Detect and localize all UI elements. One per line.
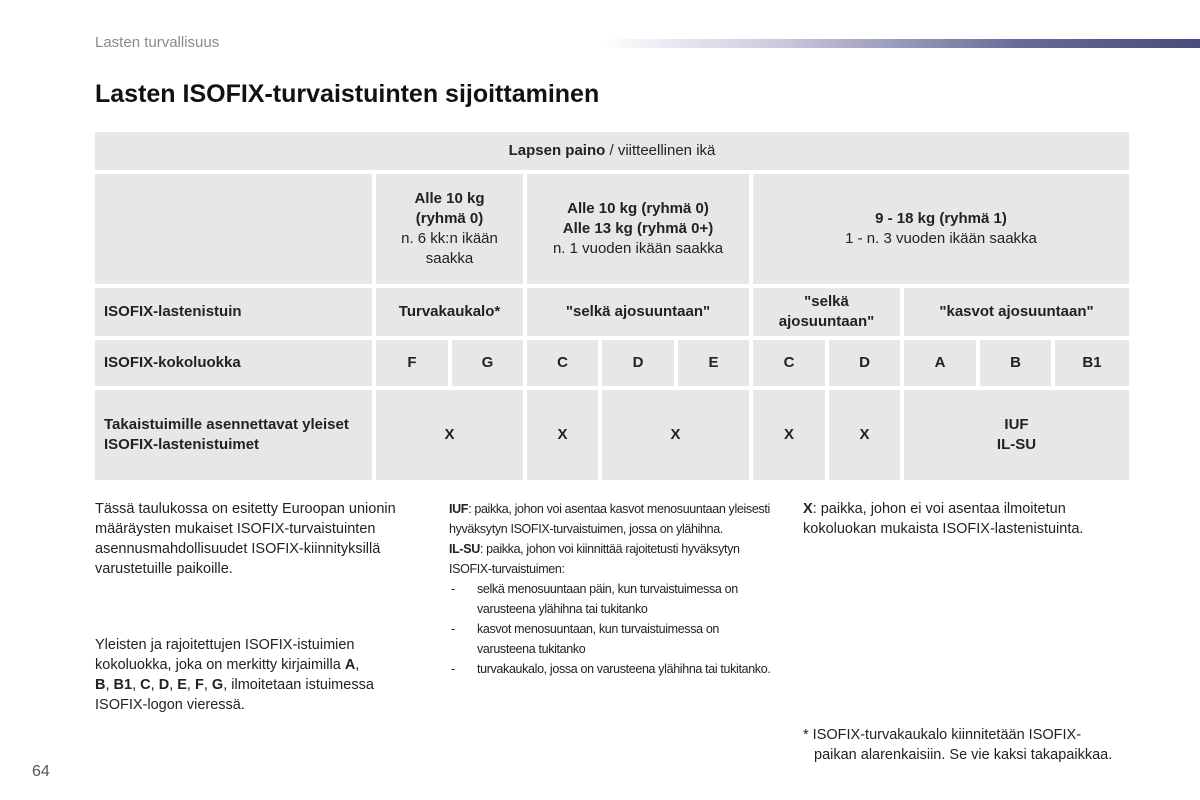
group-0-header <box>376 174 523 284</box>
ilsu-line: ISOFIX-turvaistuimen: <box>449 562 565 576</box>
iuf-term: IUF <box>449 502 469 516</box>
row-label-rear-seats <box>95 390 372 480</box>
size-class-cell: A <box>904 340 976 386</box>
rear-value-cell: X <box>829 390 900 480</box>
rear-value-forward-cell <box>904 390 1129 480</box>
group-0plus-age: n. 1 vuoden ikään saakka <box>552 240 724 257</box>
seat-type-carrycot: Turvakaukalo* <box>376 288 523 336</box>
size-class-cell: B1 <box>1055 340 1129 386</box>
letter-a: A <box>344 657 356 673</box>
footnote-line: paikan alarenkaisiin. Se vie kaksi takapaikkaa. <box>814 747 1113 763</box>
letter-b: B <box>95 677 106 693</box>
letter-f: F <box>194 677 204 693</box>
size-class-line: B, B1, C, D, E, F, G, ilmoitetaan istuimessa <box>95 677 374 693</box>
rear-value-cell: X <box>527 390 598 480</box>
table-top-header <box>95 132 1129 170</box>
group-0-name: (ryhmä 0) <box>415 210 484 227</box>
iuf-line: IUF: paikka, johon voi asentaa kasvot menosuuntaan yleisesti <box>449 502 770 516</box>
iuf-line: hyväksytyn ISOFIX-turvaistuimen, jossa on ylähihna. <box>449 522 723 536</box>
letter-b1: B1 <box>113 677 133 693</box>
bullet-item: - selkä menosuuntaan päin, kun turvaistuimessa on varusteena ylähihna tai tukitanko <box>451 582 738 616</box>
intro-line: Tässä taulukossa on esitetty Euroopan unionin <box>95 501 396 517</box>
footnote <box>803 725 1163 765</box>
legend-middle <box>449 499 794 679</box>
group-1-header <box>753 174 1129 284</box>
rear-value-cell: X <box>602 390 749 480</box>
ilsu-line: IL-SU: paikka, johon voi kiinnittää rajoitetusti hyväksytyn <box>449 542 740 556</box>
size-class-cell: C <box>753 340 825 386</box>
size-class-cell: G <box>452 340 523 386</box>
weight-label: Lapsen paino <box>508 142 606 159</box>
row-label-rear-seats-line1: Takaistuimille asennettavat yleiset <box>104 416 349 433</box>
ilsu-term: IL-SU <box>449 542 480 556</box>
footnote-line: * ISOFIX-turvakaukalo kiinnitetään ISOFIX- <box>803 727 1082 743</box>
group-0-age: n. 6 kk:n ikään saakka <box>401 230 498 267</box>
rear-value-cell: X <box>376 390 523 480</box>
intro-line: asennusmahdollisuudet ISOFIX-kiinnityksillä <box>95 541 381 557</box>
size-class-cell: B <box>980 340 1051 386</box>
size-class-line: kokoluokka, joka on merkitty kirjaimilla A, <box>95 657 360 673</box>
letter-e: E <box>177 677 187 693</box>
group-0-weight: Alle 10 kg <box>414 190 485 207</box>
group-1-weight: 9 - 18 kg (ryhmä 1) <box>875 210 1007 227</box>
header-gradient-bar <box>600 39 1200 48</box>
page-title: Lasten ISOFIX-turvaistuinten sijoittaminen <box>95 80 600 108</box>
seat-type-forward-facing: "kasvot ajosuuntaan" <box>904 288 1129 336</box>
size-class-cell: C <box>527 340 598 386</box>
group-1-age: 1 - n. 3 vuoden ikään saakka <box>845 230 1037 247</box>
size-class-cell: D <box>829 340 900 386</box>
rear-value-cell: X <box>753 390 825 480</box>
group-0plus-header <box>527 174 749 284</box>
row-label-seat: ISOFIX-lastenistuin <box>95 288 372 336</box>
row-label-rear-seats-line2: ISOFIX-lastenistuimet <box>104 436 260 453</box>
seat-type-rear-facing-2-line1: "selkä <box>804 293 849 310</box>
row-label-size-class: ISOFIX-kokoluokka <box>95 340 372 386</box>
group-header-empty <box>95 174 372 284</box>
size-class-cell: D <box>602 340 674 386</box>
letter-d: D <box>158 677 170 693</box>
age-label: / viitteellinen ikä <box>605 142 716 159</box>
intro-line: varustetuille paikoille. <box>95 561 233 577</box>
x-term: X <box>803 501 813 517</box>
size-class-paragraph <box>95 635 435 715</box>
size-class-cell: F <box>376 340 448 386</box>
group-0plus-weight-1: Alle 10 kg (ryhmä 0) <box>567 200 709 217</box>
seat-type-rear-facing: "selkä ajosuuntaan" <box>527 288 749 336</box>
letter-g: G <box>211 677 224 693</box>
size-class-line: ISOFIX-logon vieressä. <box>95 697 245 713</box>
rear-value-iuf: IUF <box>1004 416 1029 433</box>
intro-line: määräysten mukaiset ISOFIX-turvaistuinten <box>95 521 376 537</box>
bullet-item: - turvakaukalo, jossa on varusteena ylähihna tai tukitanko. <box>451 662 771 676</box>
page-number: 64 <box>32 763 50 780</box>
size-class-cell: E <box>678 340 749 386</box>
bullet-item: - kasvot menosuuntaan, kun turvaistuimessa on varusteena tukitanko <box>451 622 720 656</box>
rear-value-ilsu: IL-SU <box>996 436 1037 453</box>
size-class-line: Yleisten ja rajoitettujen ISOFIX-istuimien <box>95 637 355 653</box>
group-0plus-weight-2: Alle 13 kg (ryhmä 0+) <box>562 220 714 237</box>
seat-type-rear-facing-2 <box>753 288 900 336</box>
section-label: Lasten turvallisuus <box>95 34 220 51</box>
x-line: kokoluokan mukaista ISOFIX-lastenistuinta. <box>803 521 1084 537</box>
letter-c: C <box>140 677 151 693</box>
seat-type-rear-facing-2-line2: ajosuuntaan" <box>778 313 875 330</box>
x-line: X: paikka, johon ei voi asentaa ilmoitetun <box>803 501 1066 517</box>
intro-paragraph <box>95 499 435 579</box>
legend-right <box>803 499 1143 539</box>
